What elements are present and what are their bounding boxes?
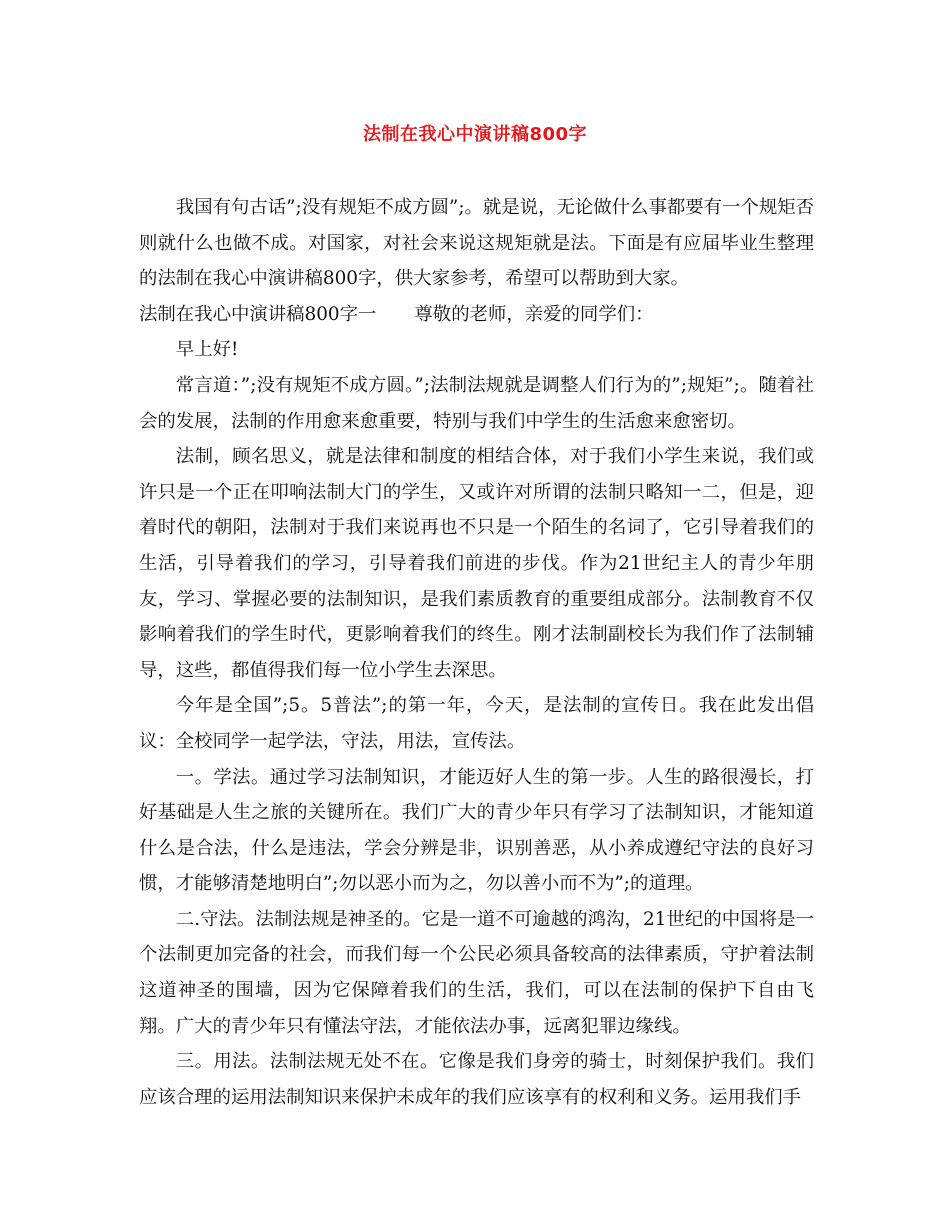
paragraph-initiative: 今年是全国”;5。5普法”;的第一年，今天，是法制的宣传日。我在此发出倡议：全校同学一起学法，守法，用法，宣传法。 <box>139 695 814 752</box>
paragraph-obey-law: 二.守法。法制法规是神圣的。它是一道不可逾越的鸿沟，21世纪的中国将是一个法制更加完备的社会，而我们每一个公民必须具备较高的法律素质，守护着法制这道神圣的围墙，因为它保障着我们的生活，我们，可以在法制的保护下自由飞翔。广大的青少年只有懂法守法，才能依法办事，远离犯罪边缘线。 <box>139 908 814 1037</box>
document-title: 法制在我心中演讲稿800字 <box>362 124 588 145</box>
paragraph-learn-law: 一。学法。通过学习法制知识，才能迈好人生的第一步。人生的路很漫长，打好基础是人生之旅的关键所在。我们广大的青少年只有学习了法制知识，才能知道什么是合法，什么是违法，学会分辨是非，识别善恶，从小养成遵纪守法的良好习惯，才能够清楚地明白”;勿以恶小而为之，勿以善小而不为”;的道理。 <box>139 766 814 895</box>
intro-paragraph: 我国有句古话”;没有规矩不成方圆”;。就是说，无论做什么事都要有一个规矩否则就什么也做不成。对国家，对社会来说这规矩就是法。下面是有应届毕业生整理的法制在我心中演讲稿800字，供大家参考，希望可以帮助到大家。 <box>139 197 814 290</box>
document-body <box>139 190 814 1115</box>
paragraph-use-law: 三。用法。法制法规无处不在。它像是我们身旁的骑士，时刻保护我们。我们应该合理的运用法制知识来保护未成年的我们应该享有的权利和义务。运用我们手 <box>139 1051 814 1108</box>
section-heading-line <box>139 297 814 333</box>
greeting: 尊敬的老师，亲爱的同学们： <box>414 303 654 325</box>
section-heading: 法制在我心中演讲稿800字一 <box>139 303 377 325</box>
paragraph-salutation: 早上好! <box>175 339 239 361</box>
paragraph-definition: 法制，顾名思义，就是法律和制度的相结合体，对于我们小学生来说，我们或许只是一个正在叩响法制大门的学生，又或许对所谓的法制只略知一二，但是，迎着时代的朝阳，法制对于我们来说再也不只是一个陌生的名词了，它引导着我们的生活，引导着我们的学习，引导着我们前进的步伐。作为21世纪主人的青少年朋友，学习、掌握必要的法制知识，是我们素质教育的重要组成部分。法制教育不仅影响着我们的学生时代，更影响着我们的终生。刚才法制副校长为我们作了法制辅导，这些，都值得我们每一位小学生去深思。 <box>139 446 814 681</box>
paragraph-proverb: 常言道：”;没有规矩不成方圆。”;法制法规就是调整人们行为的”;规矩”;。随着社会的发展，法制的作用愈来愈重要，特别与我们中学生的生活愈来愈密切。 <box>139 374 814 432</box>
